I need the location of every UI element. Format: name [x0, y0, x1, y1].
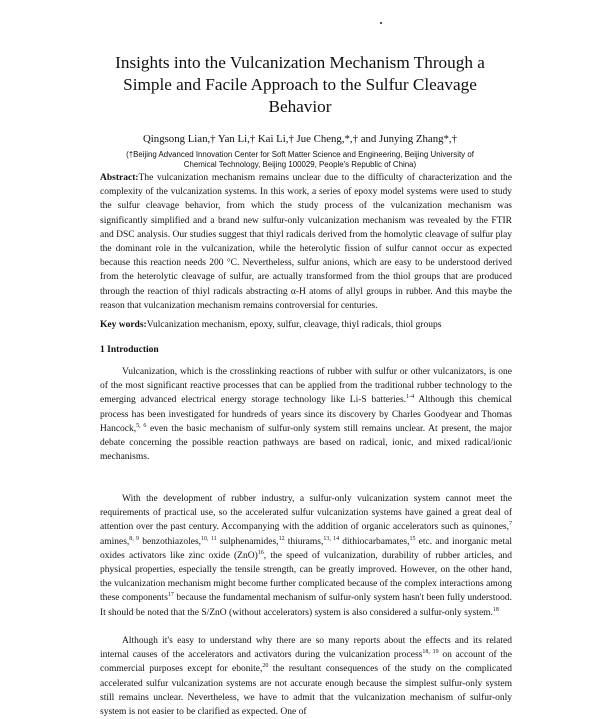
citation: 20: [262, 663, 269, 670]
paper-title: Insights into the Vulcanization Mechanism Through a Simple and Facile Approach to the Sulfur Cleavage Behavior: [115, 53, 485, 116]
keywords: [100, 318, 512, 332]
citation: 18: [492, 606, 499, 613]
section-heading: 1 Introduction: [100, 345, 159, 355]
p3-text-c: the resultant consequences of the study on the complicated accelerated sulfur vulcanization systems are not accurate enough because the simplest sulfur-only system still remains unclear. Nevertheless, we have to admit that the vulcanization mechanism of sulfur-only system is not easier to be clarified as expected. One of: [100, 664, 512, 718]
citation: 12: [278, 535, 285, 542]
abstract-text: The vulcanization mechanism remains unclear due to the difficulty of characterization and the complexity of the vulcanization systems. In this work, a series of epoxy model systems were used to study the sulfur cleavage behavior, from which the study process of the vulcanization mechanism was significantly simplified and a brand new sulfur-only vulcanization mechanism was revealed by the FTIR and DSC analysis. Our studies suggest that thiyl radicals derived from the homolytic cleavage of sulfur play the dominant role in the vulcanization, while the heterolytic fission of sulfur cannot occur as expected because this reaction needs 200 °C. Nevertheless, sulfur anions, which are easy to be understood derived from the heterolytic cleavage of sulfur, are actually transformed from the thiol groups that are produced through the reaction of thiyl radicals abstracting α-H atoms of allyl groups in rubber. And this maybe the reason that vulcanization mechanism remains controversial for centuries.: [100, 173, 512, 311]
p1-text-c: even the basic mechanism of sulfur-only system still remains unclear. At present, the major debate concerning the possible reaction pathways are based on radical, ionic, and mixed radical/ionic mechanisms.: [100, 423, 512, 463]
p2-text-a: With the development of rubber industry, a sulfur-only vulcanization system cannot meet the requirements of practical use, so the accelerated sulfur vulcanization systems have gained a great deal of attention over the past century. Accompanying with the addition of organic accelerators such as quinones,: [100, 494, 512, 533]
p1-text-b: Although this chemical process has been investigated for hundreds of years since its discovery by Charles Goodyear and Thomas Hancock,: [100, 395, 512, 434]
citation: 5, 6: [136, 422, 147, 429]
p1-text-a: Vulcanization, which is the crosslinking reactions of rubber with sulfur or other vulcanizators, is one of the most significant reactive processes that can be applied from the traditional rubber technology to the emerging advanced electrical energy storage technology like Li-S batteries.: [100, 367, 512, 406]
p2-text-f: dithiocarbamates,: [339, 536, 410, 547]
p2-text-d: sulphenamides,: [216, 536, 279, 547]
citation: 1-4: [406, 394, 415, 401]
citation: 10, 11: [201, 535, 217, 542]
citation: 7: [509, 521, 512, 528]
citation: 15: [409, 535, 416, 542]
citation: 17: [167, 592, 174, 599]
page-mark: [380, 22, 382, 24]
citation: 16: [257, 549, 264, 556]
p2-text-e: thiurams,: [284, 536, 324, 547]
paragraph-1: [100, 365, 512, 464]
citation: 13, 14: [323, 535, 340, 542]
p3-text-a: Although it's easy to understand why there are so many reports about the effects and its related internal causes of the accelerators and activators during the vulcanization process: [100, 636, 512, 661]
p2-text-i: because the fundamental mechanism of sulfur-only system hasn't been fully understood. It should be noted that the S/ZnO (without accelerators) system is also considered a sulfur-only system.: [100, 593, 512, 618]
abstract-label: Abstract:: [100, 173, 139, 183]
citation: 8, 9: [129, 535, 140, 542]
p2-text-g: etc. and inorganic metal oxides activators like zinc oxide (ZnO): [100, 536, 513, 561]
p2-text-h: , the speed of vulcanization, durability of rubber articles, and physical properties, especially the tensile strength, can be greatly improved. However, on the other hand, the vulcanization mechanism might become further complicated because of the complex interactions among these components: [100, 550, 512, 604]
paragraph-3: [100, 634, 512, 719]
abstract: [100, 171, 512, 313]
paragraph-2: [100, 492, 512, 620]
keywords-text: Vulcanization mechanism, epoxy, sulfur, cleavage, thiyl radicals, thiol groups: [146, 320, 442, 330]
affiliation: (†Beijing Advanced Innovation Center for Soft Matter Science and Engineering, Beijing University of Chemical Technology, Beijing 100029, People's Republic of China): [126, 150, 474, 169]
p2-text-b: amines,: [100, 536, 130, 547]
p2-text-c: benzothiazoles,: [139, 536, 202, 547]
p3-text-b: on account of the commercial purposes except for ebonite,: [100, 650, 513, 675]
citation: 18, 19: [422, 649, 439, 656]
keywords-label: Key words:: [100, 320, 147, 330]
author-list: Qingsong Lian,† Yan Li,† Kai Li,† Jue Cheng,*,† and Junying Zhang*,†: [143, 133, 457, 145]
